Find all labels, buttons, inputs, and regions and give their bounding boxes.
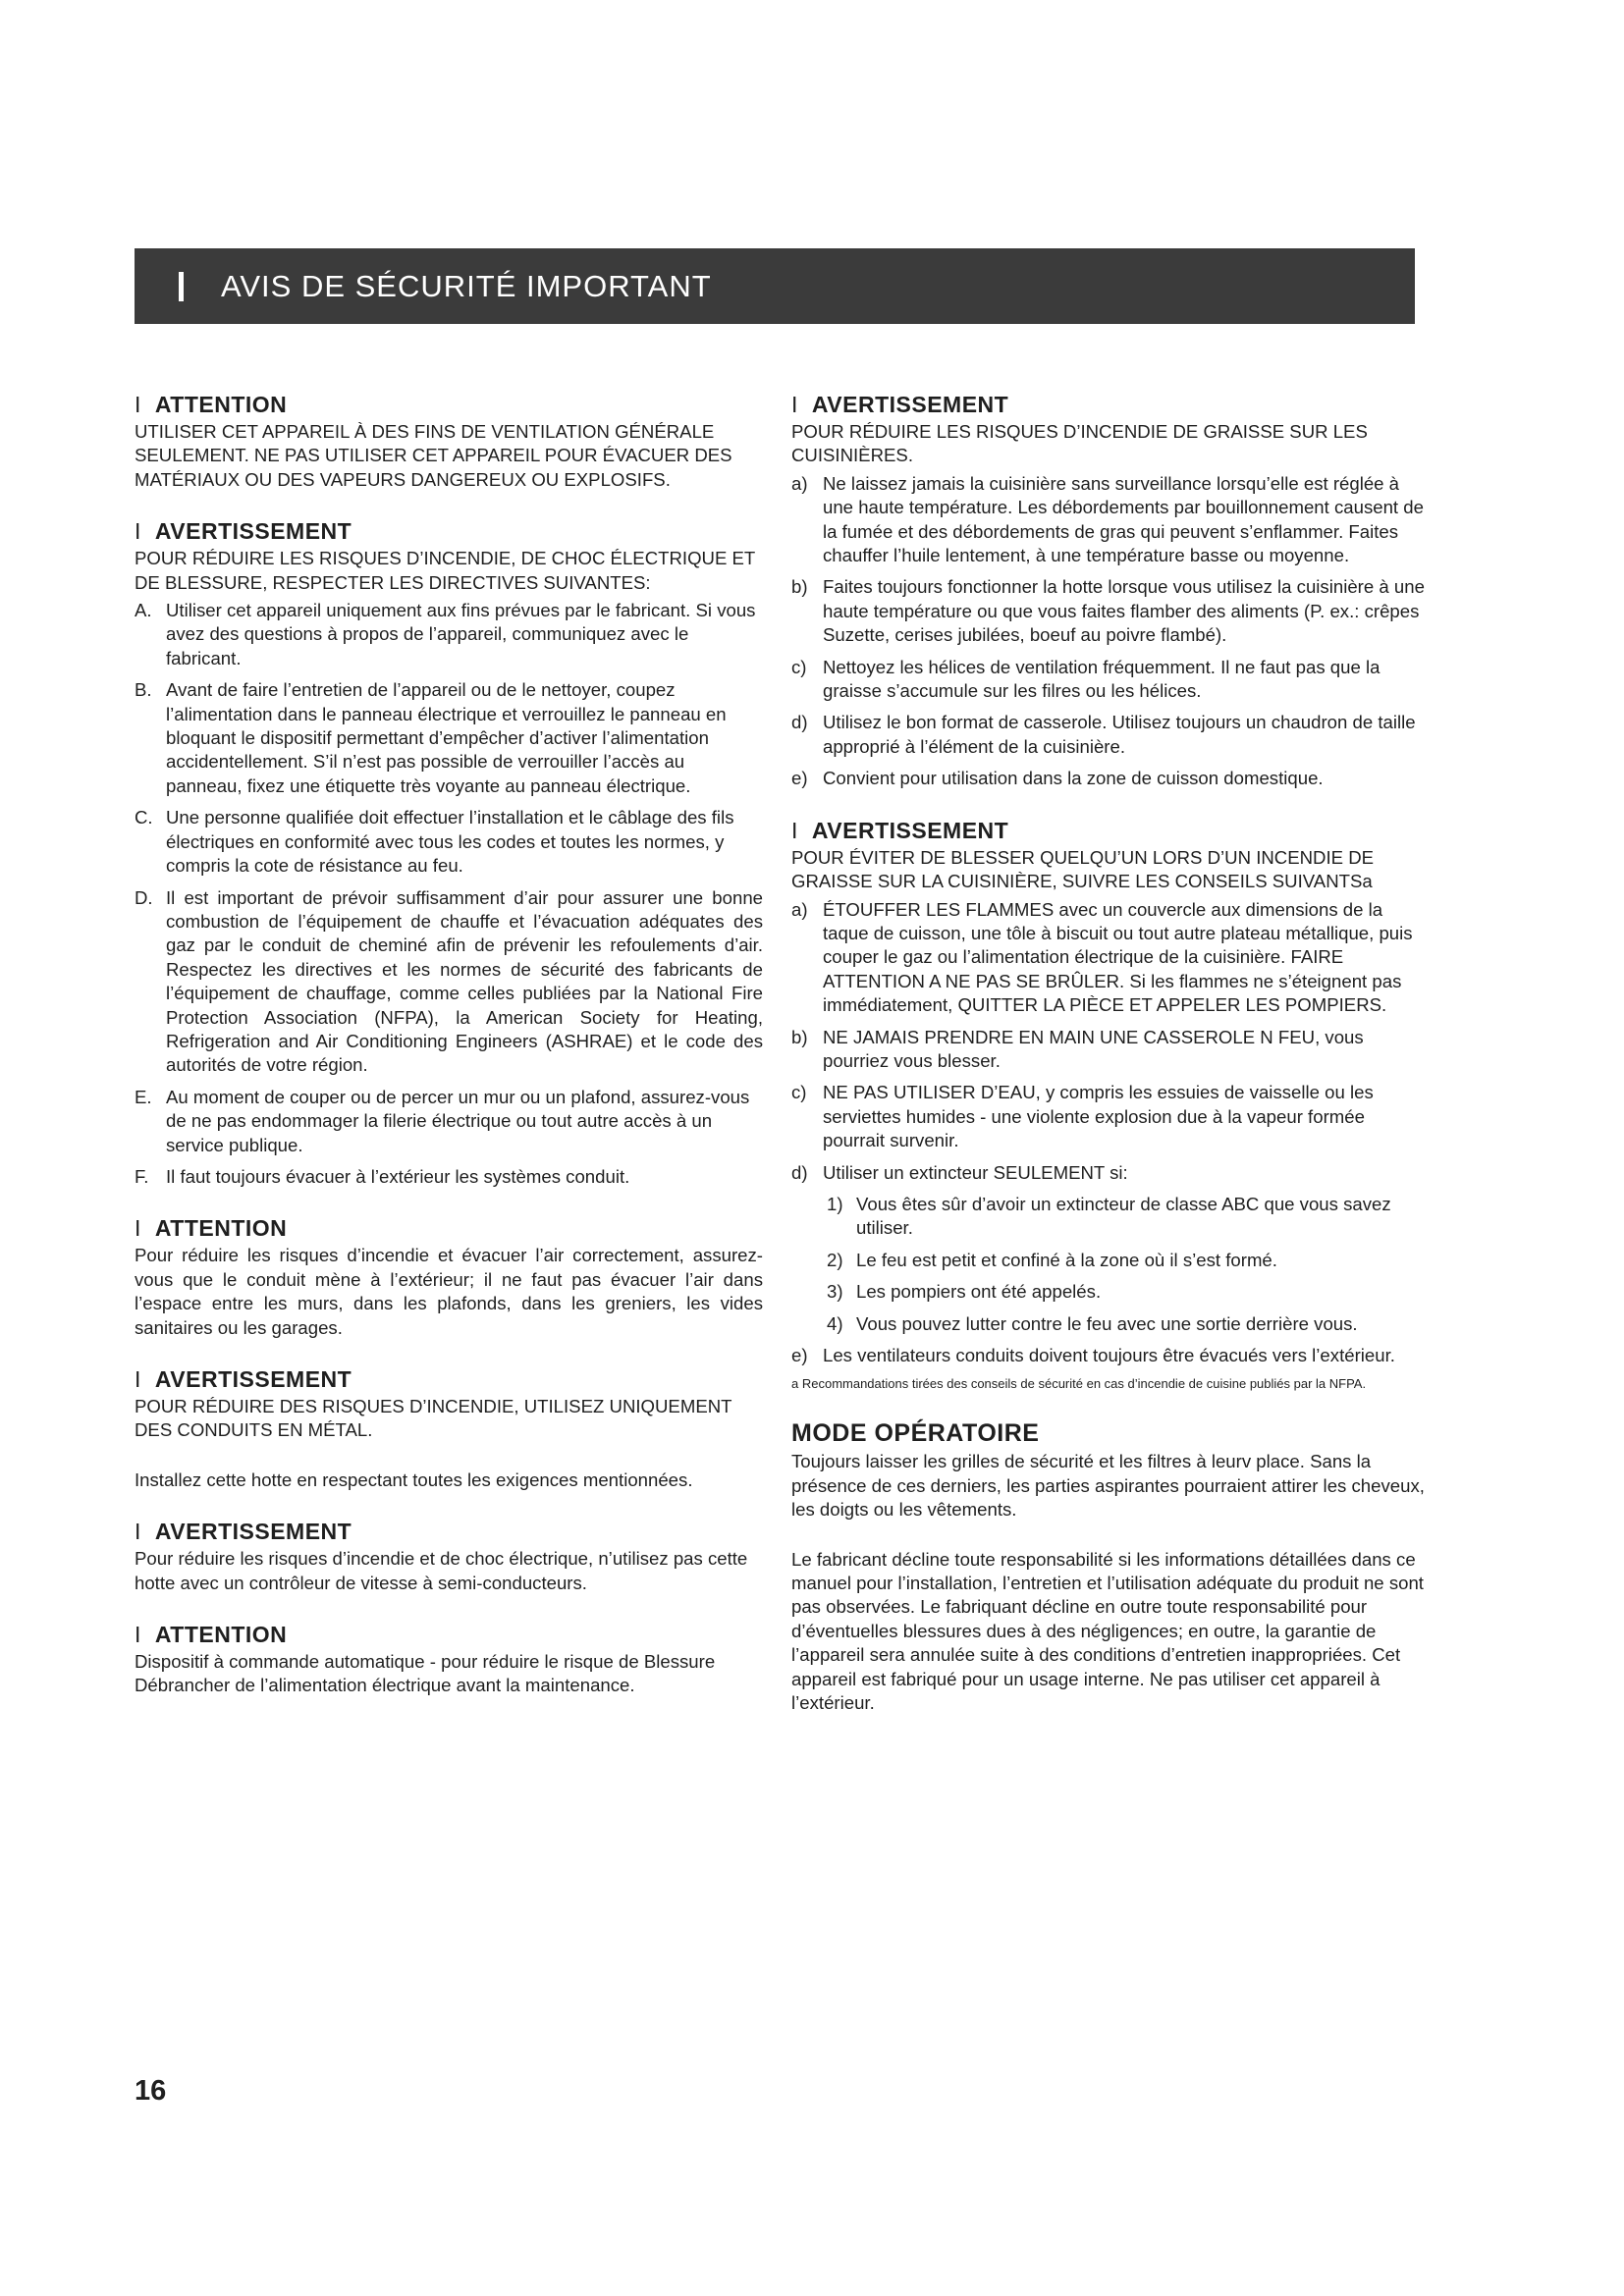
list-item: 3) Les pompiers ont été appelés. xyxy=(827,1281,1102,1303)
attention-heading: I ATTENTION xyxy=(135,1215,288,1242)
mode-operatoire-heading: MODE OPÉRATOIRE xyxy=(791,1419,1040,1448)
list-item: F. Il faut toujours évacuer à l’extérieur les systèmes conduit. xyxy=(135,1165,630,1187)
list-item: C. Une personne qualifiée doit effectuer l’installation et le câblage des fils électriques en conformité avec tous les codes et toutes les normes, y compris la cote de résistance au feu. xyxy=(135,807,734,877)
mode-operatoire-text-1: Toujours laisser les grilles de sécurité et les filtres à leurv place. Sans la présence de ces derniers, les parties aspirantes pourraient attirer les cheveux, les doigts ou les vêtements. xyxy=(791,1451,1425,1521)
avertissement-text: Pour réduire les risques d’incendie et de choc électrique, n’utilisez pas cette hotte avec un contrôleur de vitesse à semi-conducteurs. xyxy=(135,1548,748,1593)
attention-block-1 xyxy=(135,391,763,492)
attention-heading: I ATTENTION xyxy=(135,1622,288,1648)
avertissement-heading: I AVERTISSEMENT xyxy=(791,392,1009,417)
avertissement-intro: POUR RÉDUIRE LES RISQUES D’INCENDIE DE GRAISSE SUR LES CUISINIÈRES. xyxy=(791,421,1368,466)
list-item: e) Les ventilateurs conduits doivent toujours être évacués vers l’extérieur. xyxy=(791,1345,1395,1365)
page-title: AVIS DE SÉCURITÉ IMPORTANT xyxy=(221,268,712,303)
avertissement-text: POUR RÉDUIRE DES RISQUES D’INCENDIE, UTILISEZ UNIQUEMENT DES CONDUITS EN MÉTAL. xyxy=(135,1396,732,1441)
mode-operatoire-text-2: Le fabricant décline toute responsabilité si les informations détaillées dans ce manuel pour l’installation, l’entretien et l’utilisation adéquate du produit ne sont pas observées. Le fabriquant décline en outre toute responsabilité pour d’éventuelles blessures dues à des négligences; en outre, la garantie de l’appareil sera annulée suite à des conditions d’entretien inappropriées. Cet appareil est fabriqué pour un usage interne. Ne pas utiliser cet appareil à l’extérieur. xyxy=(791,1548,1424,1714)
avertissement-block-3 xyxy=(135,1518,763,1595)
fire-advice-list-end xyxy=(791,1344,1425,1367)
avertissement-block-5 xyxy=(791,817,1425,1394)
attention-text: Pour réduire les risques d’incendie et évacuer l’air correctement, assurez-vous que le conduit mène à l’extérieur; il ne faut pas évacuer l’air dans l’espace entre les murs, dans les plafonds, dans les greniers, les vides sanitaires ou les garages. xyxy=(135,1245,763,1338)
list-item: D. Il est important de prévoir suffisamment d’air pour assurer une bonne combustion de l’équipement de chauffe et l’évacuation adéquates des gaz par le conduit de cheminé afin de prévenir les refoulements d’air. Respectez les directives et les normes de sécurité des fabricants de l’équipement de chauffage, comme celles publiées par la National Fire Protection Association (NFPA), la American Society for Heating, Refrigeration and Air Conditioning Engineers (ASHRAE) et le code des autorités de votre région. xyxy=(135,886,763,1076)
avertissement-block-1 xyxy=(135,517,763,1189)
list-item: 2) Le feu est petit et confiné à la zone où il s’est formé. xyxy=(827,1249,1277,1270)
fire-advice-list xyxy=(791,898,1425,1185)
extinguisher-conditions-list xyxy=(827,1193,1425,1336)
grease-fire-list xyxy=(791,472,1425,791)
list-item: 1) Vous êtes sûr d’avoir un extincteur de classe ABC que vous savez utiliser. xyxy=(827,1193,1391,1239)
list-item: b) Faites toujours fonctionner la hotte lorsque vous utilisez la cuisinière à une haute température ou que vous faites flamber des aliments (P. ex.: crêpes Suzette, cerises jubilées, boeuf au poivre flambé). xyxy=(791,576,1425,646)
attention-heading: I ATTENTION xyxy=(135,392,288,417)
avertissement-intro: POUR ÉVITER DE BLESSER QUELQU’UN LORS D’UN INCENDIE DE GRAISSE SUR LA CUISINIÈRE, SUIVRE LES CONSEILS SUIVANTSa xyxy=(791,846,1375,892)
list-item: E. Au moment de couper ou de percer un mur ou un plafond, assurez-vous de ne pas endommager la filerie électrique ou tout autre accès à un service publique. xyxy=(135,1086,750,1155)
list-item: A. Utiliser cet appareil uniquement aux fins prévues par le fabricant. Si vous avez des questions à propos de l’appareil, communiquez avec le fabricant. xyxy=(135,600,756,668)
avertissement-block-2 xyxy=(135,1365,763,1443)
avertissement-heading: I AVERTISSEMENT xyxy=(135,518,352,545)
avertissement-intro: POUR RÉDUIRE LES RISQUES D’INCENDIE, DE CHOC ÉLECTRIQUE ET DE BLESSURE, RESPECTER LES DIRECTIVES SUIVANTES: xyxy=(135,548,755,593)
install-note: Installez cette hotte en respectant toutes les exigences mentionnées. xyxy=(135,1468,693,1490)
page-number: 16 xyxy=(135,2075,167,2107)
list-item: b) NE JAMAIS PRENDRE EN MAIN UNE CASSEROLE N FEU, vous pourriez vous blesser. xyxy=(791,1026,1364,1071)
list-item: B. Avant de faire l’entretien de l’appareil ou de le nettoyer, coupez l’alimentation dans le panneau électrique et verrouillez le panneau en bloquant le dispositif permettant d’empêcher d’activer l’alimentation accidentellement. S’il n’est pas possible de verrouiller l’accès au panneau, fixez une étiquette très voyante au panneau électrique. xyxy=(135,679,727,796)
list-item: a) Ne laissez jamais la cuisinière sans surveillance lorsqu’elle est réglée à une haute température. Les débordements par bouillonnement causent de la fumée et des débordements de gras qui peuvent s’enflammer. Faites chauffer l’huile lentement, à une température basse ou moyenne. xyxy=(791,472,1424,566)
list-item: c) Nettoyez les hélices de ventilation fréquemment. Il ne faut pas que la graisse s’accumule sur les filres ou les hélices. xyxy=(791,656,1380,702)
section-header-bar xyxy=(135,248,1415,324)
header-bar-mark xyxy=(179,272,184,301)
right-column xyxy=(791,391,1425,1740)
attention-text: UTILISER CET APPAREIL À DES FINS DE VENTILATION GÉNÉRALE SEULEMENT. NE PAS UTILISER CET APPAREIL POUR ÉVACUER DES MATÉRIAUX OU DES VAPEURS DANGEREUX OU EXPLOSIFS. xyxy=(135,421,732,490)
list-item: a) ÉTOUFFER LES FLAMMES avec un couvercle aux dimensions de la taque de cuisson, une tôle à biscuit ou tout autre plateau métallique, puis couper le gaz ou l’alimentation électrique de la cuisinière. FAIRE ATTENTION A NE PAS SE BRÛLER. Si les flammes ne s’éteignent pas immédiatement, QUITTER LA PIÈCE ET APPELER LES POMPIERS. xyxy=(791,898,1413,1016)
attention-text: Dispositif à commande automatique - pour réduire le risque de Blessure Débrancher de l’alimentation électrique avant la maintenance. xyxy=(135,1651,716,1696)
list-item: d) Utiliser un extincteur SEULEMENT si: xyxy=(791,1161,1128,1183)
directives-list xyxy=(135,599,763,1189)
list-item: e) Convient pour utilisation dans la zone de cuisson domestique. xyxy=(791,768,1324,789)
list-item: 4) Vous pouvez lutter contre le feu avec une sortie derrière vous. xyxy=(827,1312,1358,1334)
footnote: a Recommandations tirées des conseils de sécurité en cas d’incendie de cuisine publiés par la NFPA. xyxy=(791,1376,1367,1392)
attention-block-3 xyxy=(135,1621,763,1698)
left-column xyxy=(135,391,763,1724)
list-item: c) NE PAS UTILISER D’EAU, y compris les essuies de vaisselle ou les serviettes humides - une violente explosion due à la vapeur formée pourrait survenir. xyxy=(791,1082,1374,1151)
avertissement-heading: I AVERTISSEMENT xyxy=(135,1366,352,1392)
mode-operatoire-block xyxy=(791,1418,1425,1715)
avertissement-block-4 xyxy=(791,391,1425,791)
avertissement-heading: I AVERTISSEMENT xyxy=(135,1519,352,1545)
list-item: d) Utilisez le bon format de casserole. Utilisez toujours un chaudron de taille approprié à l’élément de la cuisinière. xyxy=(791,712,1416,757)
attention-block-2 xyxy=(135,1214,763,1340)
avertissement-heading: I AVERTISSEMENT xyxy=(791,817,1009,843)
